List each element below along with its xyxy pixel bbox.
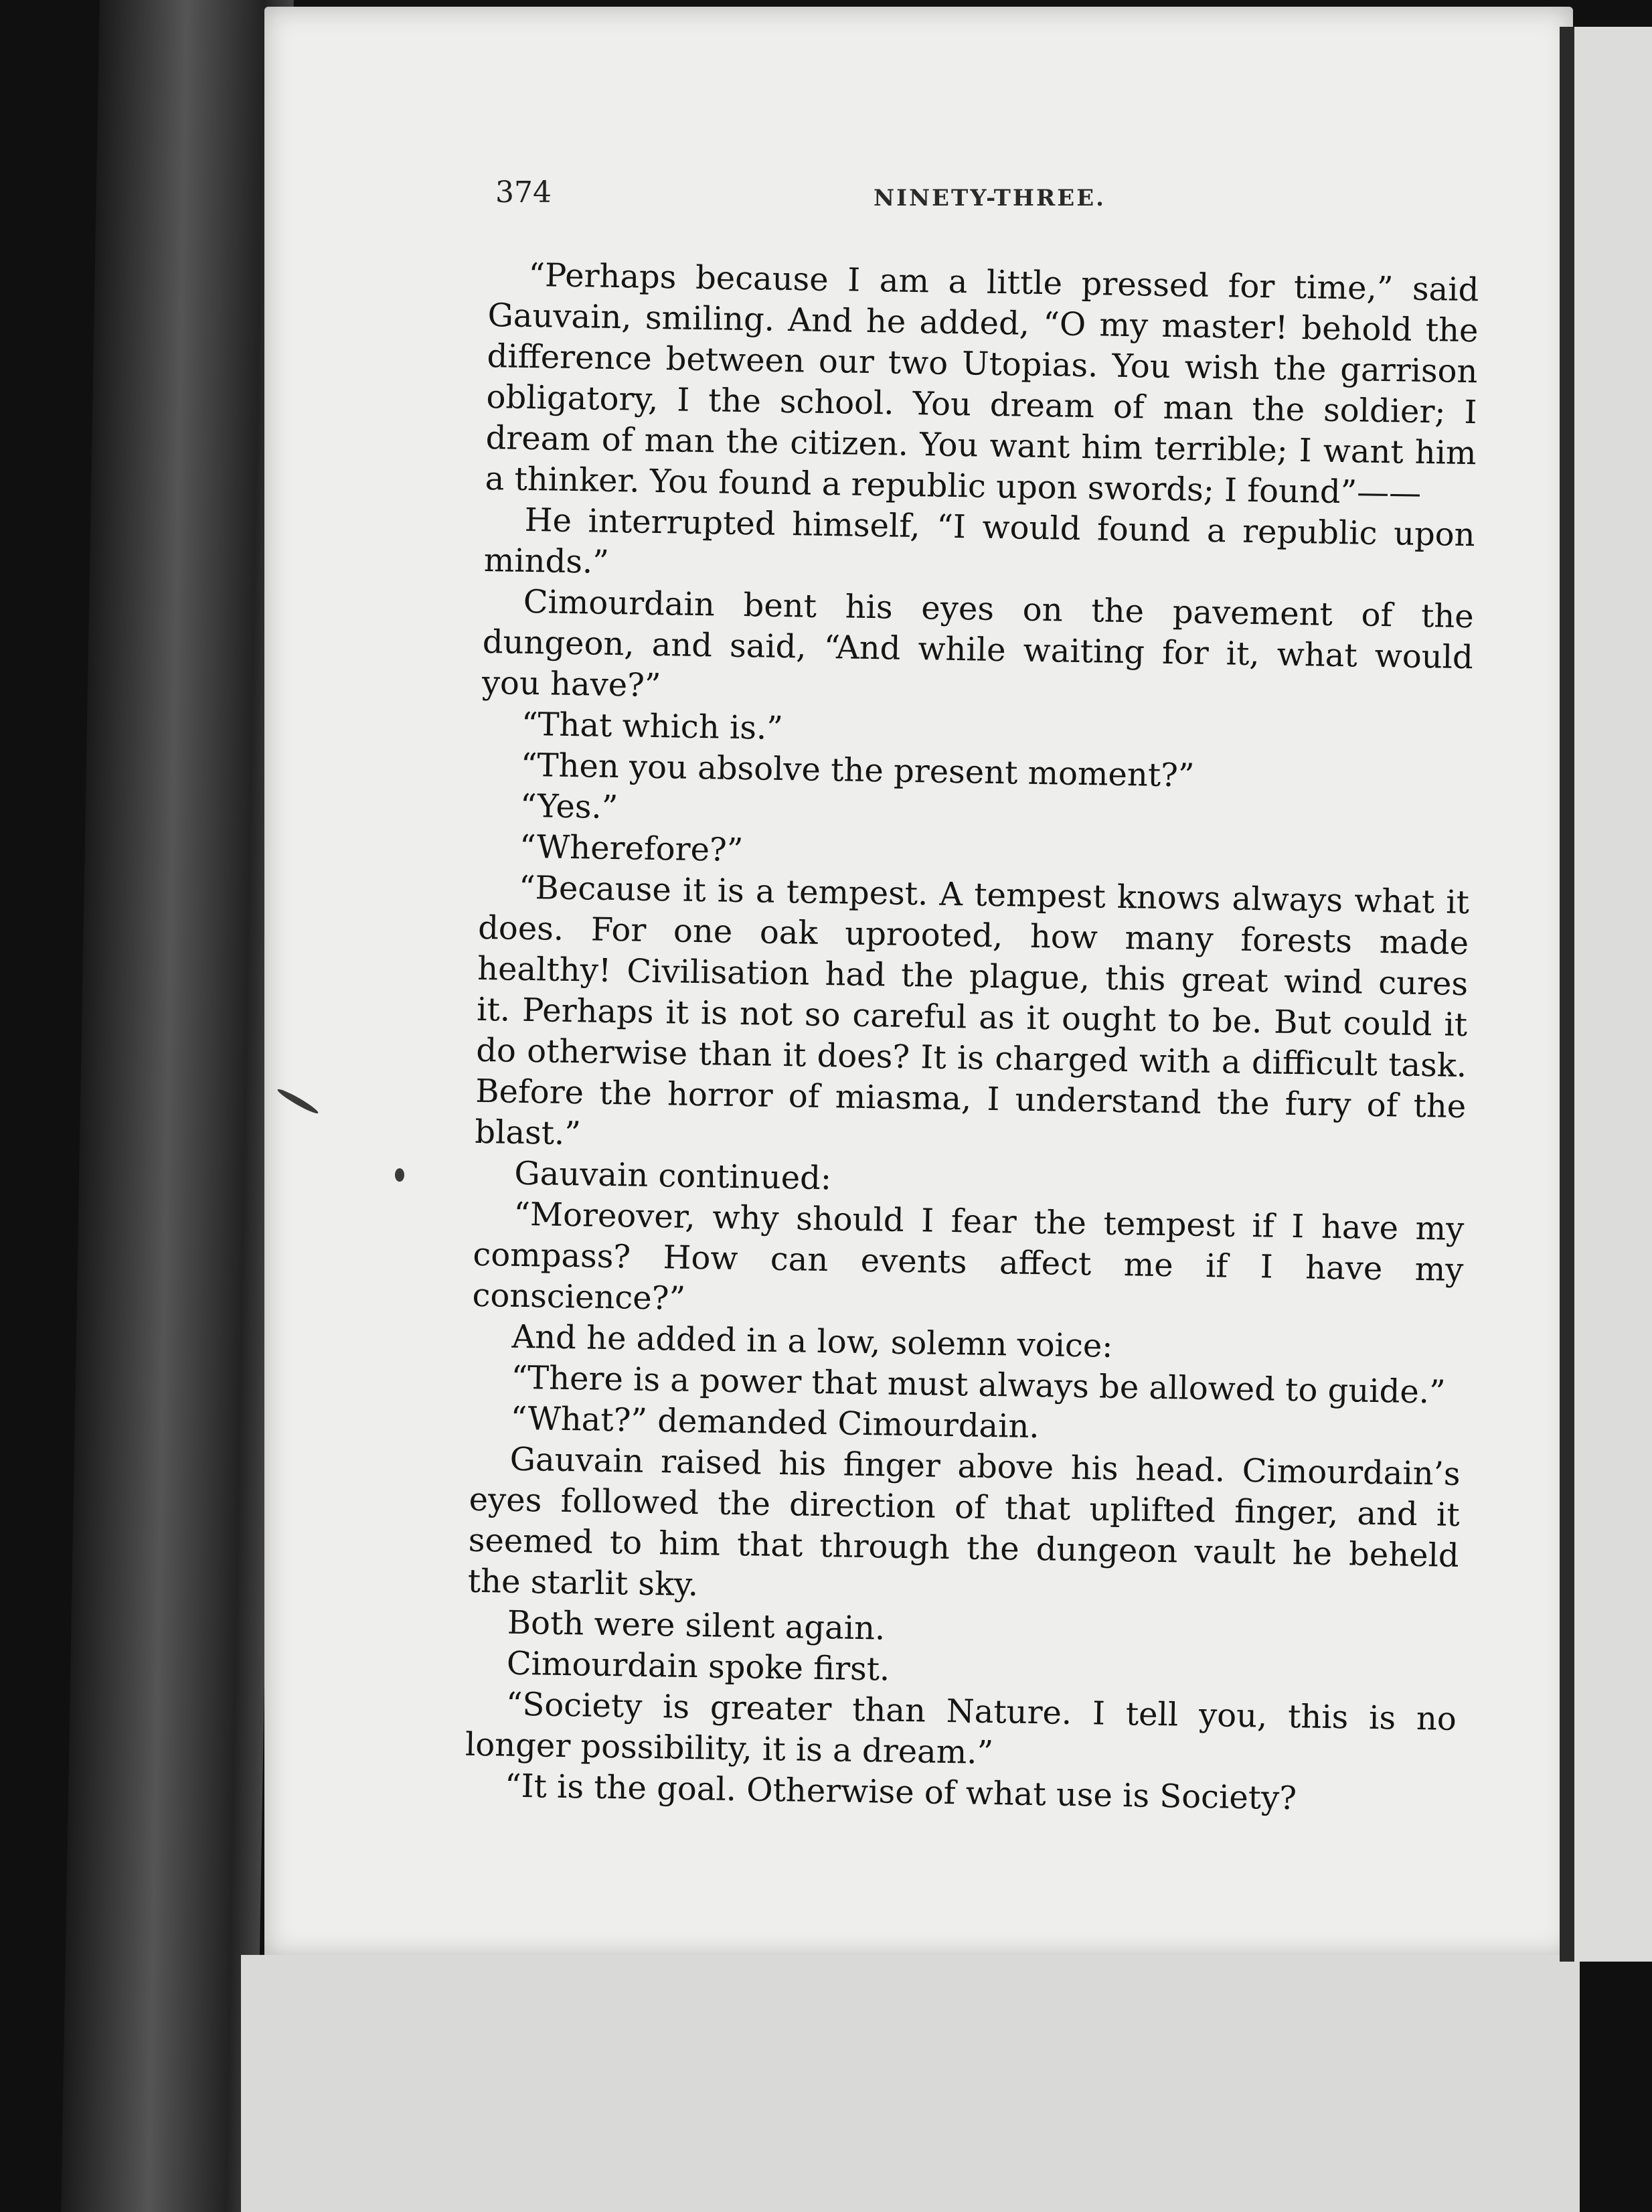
facing-page-edge [1574,27,1652,1962]
paragraph: “There is a power that must always be allowed to guide.” [511,1358,1446,1411]
paragraph: And he added in a low, solemn voice: [511,1318,1113,1365]
page-number: 374 [495,175,552,210]
paragraph: Cimourdain spoke first. [506,1644,890,1688]
paragraph: Gauvain continued: [514,1154,832,1198]
paragraph: Both were silent again. [507,1603,886,1648]
paragraph: “What?” demanded Cimourdain. [510,1399,1040,1446]
paragraph: “Wherefore?” [519,827,744,870]
paragraph: Gauvain raised his finger above his head. Cimourdain’s eyes followed the direction of that uplifted finger, and it seemed to him that through the dungeon vault he beheld the starlit sky. [467,1440,1461,1604]
paragraph: “Then you absolve the present moment?” [520,746,1195,795]
running-head: NINETY-THREE. [874,185,1106,212]
paragraph: “It is the goal. Otherwise of what use is Society? [504,1767,1297,1818]
book-page-edges [61,0,294,2212]
ink-speck [395,1168,404,1182]
paragraph: “Perhaps because I am a little pressed for time,” said Gauvain, smiling. And he added, “O my master! behold the difference between our two Utopias. You wish the garrison obligatory, I the school. You dream of man the soldier; I dream of man the citizen. You want him terrible; I want him a thinker. You found a republic upon swords; I found”—— [485,256,1479,512]
paragraph: “That which is.” [521,705,784,747]
paragraph: “Society is greater than Nature. I tell you, this is no longer possibility, it is a dream.” [465,1685,1457,1772]
page-bottom-margin [241,1955,1580,2212]
body-text [465,254,1479,1822]
page-header [495,175,1486,216]
book-gutter [1560,27,1574,1962]
paragraph: “Because it is a tempest. A tempest knows always what it does. For one oak uprooted, how many forests made healthy! Civilisation had the plague, this great wind cures it. Perhaps it is not so careful as it ought to be. But could it do otherwise than it does? It is charged with a difficult task. Before the horror of miasma, I understand the fury of the blast.” [474,868,1470,1153]
paragraph: “Moreover, why should I fear the tempest if I have my compass? How can events affect me if I have my conscience?” [472,1195,1465,1318]
paragraph: He interrupted himself, “I would found a republic upon minds.” [483,501,1476,581]
paragraph: Cimourdain bent his eyes on the pavement of the dungeon, and said, “And while waiting for it, what would you have?” [481,582,1475,705]
paragraph: “Yes.” [519,787,618,827]
